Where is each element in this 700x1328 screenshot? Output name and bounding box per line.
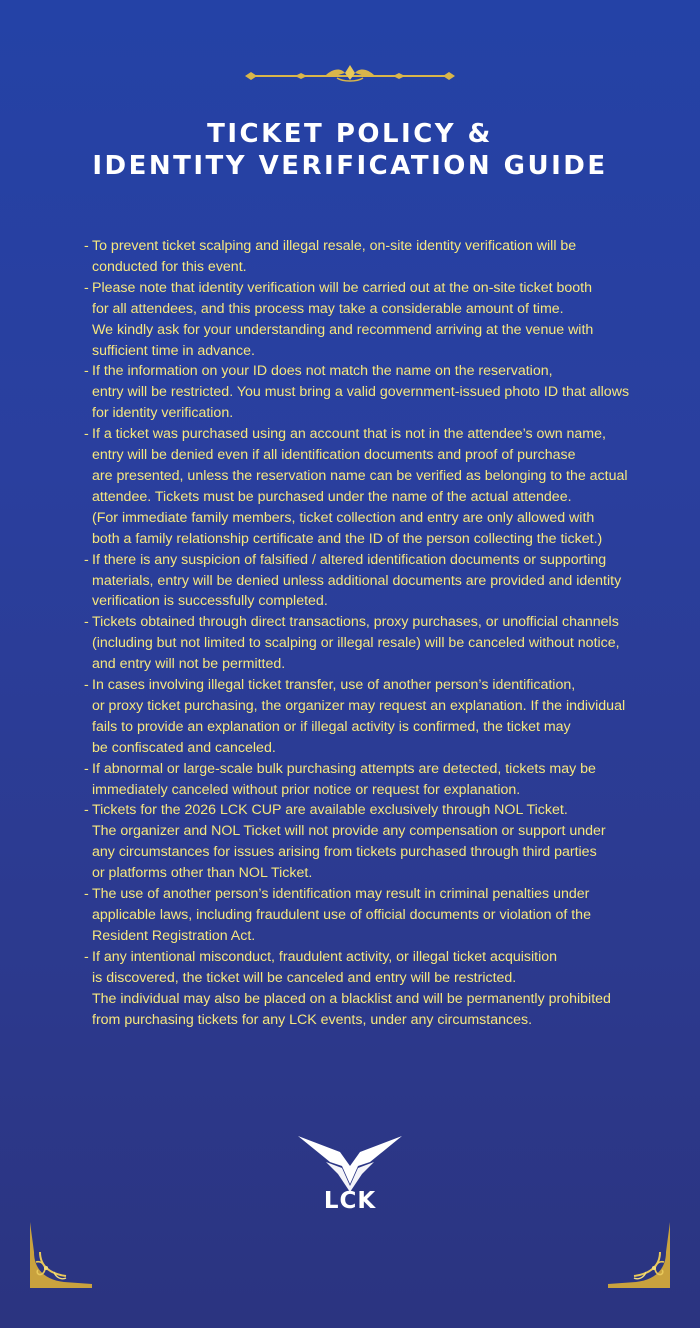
policy-text-line: The individual may also be placed on a blacklist and will be permanently prohibited — [92, 990, 611, 1007]
policy-text-line: - Tickets for the 2026 LCK CUP are available exclusively through NOL Ticket. — [92, 802, 568, 819]
policy-text-line: - Tickets obtained through direct transactions, proxy purchases, or unofficial channels — [92, 614, 619, 631]
policy-text-line: be confiscated and canceled. — [92, 739, 276, 756]
policy-item — [84, 759, 624, 801]
policy-text-line: (including but not limited to scalping or illegal resale) will be canceled without notice, — [92, 635, 620, 652]
policy-text-line: - Please note that identity verification will be carried out at the on-site ticket booth — [92, 279, 592, 296]
policy-item — [84, 947, 624, 1031]
policy-text-line: - In cases involving illegal ticket transfer, use of another person’s identification, — [92, 677, 576, 694]
policy-text-line: materials, entry will be denied unless additional documents are provided and identity — [92, 572, 622, 589]
policy-item — [84, 424, 628, 549]
policy-item — [84, 884, 624, 947]
page-title — [0, 118, 700, 182]
title-line-2: IDENTITY VERIFICATION GUIDE — [92, 151, 608, 181]
policy-item — [84, 236, 624, 278]
policy-text-line: - If any intentional misconduct, fraudulent activity, or illegal ticket acquisition — [92, 948, 558, 965]
policy-text-line: applicable laws, including fraudulent use of official documents or violation of the — [92, 907, 591, 923]
policy-text-line: conducted for this event. — [92, 258, 247, 275]
policy-text-line: - If abnormal or large-scale bulk purchasing attempts are detected, tickets may be — [92, 760, 596, 777]
lck-logo-text: LCK — [323, 1188, 377, 1214]
policy-text-line: any circumstances for issues arising from tickets purchased through third parties — [92, 844, 597, 861]
policy-text-line: - The use of another person’s identification may result in criminal penalties under — [92, 886, 590, 903]
policy-text-line: - If a ticket was purchased using an account that is not in the attendee’s own name, — [92, 426, 606, 443]
gold-corner-ornament-icon — [26, 1222, 94, 1290]
policy-text-line: The organizer and NOL Ticket will not provide any compensation or support under — [92, 823, 606, 840]
policy-text-line: or platforms other than NOL Ticket. — [92, 865, 313, 882]
policy-text-line: entry will be denied even if all identification documents and proof of purchase — [92, 447, 576, 464]
policy-text-line: fails to provide an explanation or if illegal activity is confirmed, the ticket may — [92, 718, 571, 735]
title-line-1: TICKET POLICY & — [207, 119, 493, 149]
gold-corner-ornament-icon — [606, 1222, 674, 1290]
policy-text-line: is discovered, the ticket will be canceled and entry will be restricted. — [92, 969, 517, 986]
policy-text-line: or proxy ticket purchasing, the organizer may request an explanation. If the individual — [92, 697, 626, 714]
gold-ornament-divider-icon — [245, 64, 455, 86]
policy-text-line: for identity verification. — [92, 405, 234, 422]
policy-text-line: sufficient time in advance. — [92, 342, 255, 359]
policy-text-line: - To prevent ticket scalping and illegal resale, on-site identity verification will be — [92, 238, 577, 254]
policy-text-line: are presented, unless the reservation name can be verified as belonging to the actual — [92, 467, 628, 484]
policy-item — [84, 361, 630, 424]
policy-item — [84, 278, 624, 362]
policy-text-line: entry will be restricted. You must bring a valid government-issued photo ID that allows — [92, 384, 630, 401]
policy-text-line: We kindly ask for your understanding and recommend arriving at the venue with — [92, 321, 594, 338]
policy-text-line: immediately canceled without prior notice or request for explanation. — [92, 781, 521, 798]
policy-text-line: - If there is any suspicion of falsified / altered identification documents or supporting — [92, 551, 607, 568]
policy-text-line: (For immediate family members, ticket collection and entry are only allowed with — [92, 509, 595, 526]
policy-item — [84, 675, 624, 759]
policy-text-line: from purchasing tickets for any LCK events, under any circumstances. — [92, 1011, 533, 1028]
policy-text-line: Resident Registration Act. — [92, 927, 256, 944]
policy-text-line: - If the information on your ID does not match the name on the reservation, — [92, 363, 553, 380]
policy-text-line: both a family relationship certificate and the ID of the person collecting the ticket.) — [92, 530, 603, 547]
policy-text-line: attendee. Tickets must be purchased under the name of the actual attendee. — [92, 488, 572, 505]
policy-text-line: verification is successfully completed. — [92, 593, 328, 610]
policy-text-line: for all attendees, and this process may take a considerable amount of time. — [92, 300, 564, 317]
policy-item — [84, 612, 624, 675]
policy-item — [84, 800, 624, 884]
policy-text-line: and entry will not be permitted. — [92, 656, 286, 673]
policy-list — [84, 236, 630, 1030]
policy-item — [84, 550, 624, 613]
